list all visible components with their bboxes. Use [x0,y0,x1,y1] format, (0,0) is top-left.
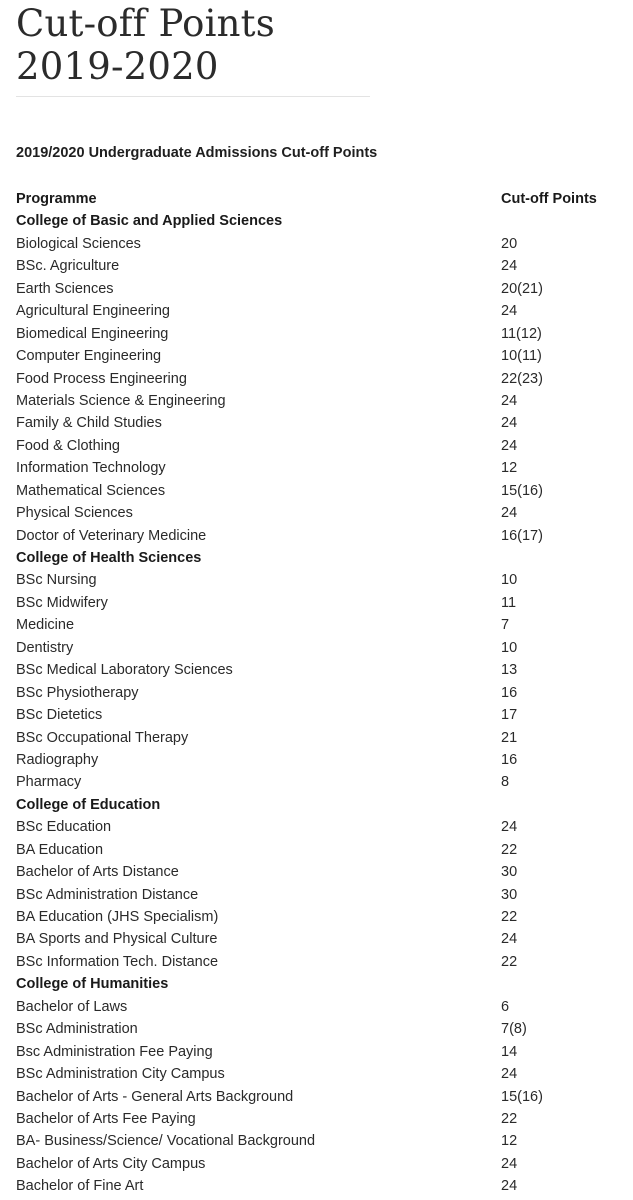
programme-name: Food Process Engineering [16,370,187,387]
table-row [16,884,626,906]
table-row [16,1153,626,1175]
cutoff-points-value: 24 [501,505,518,522]
programme-name: BSc Medical Laboratory Sciences [16,662,233,679]
table-row [16,569,626,591]
cutoff-points-value: 22 [501,841,518,858]
cutoff-points-value: 30 [501,886,518,903]
college-heading-row [16,547,626,569]
table-row [16,614,626,636]
table-row [16,1041,626,1063]
programme-name: BA Sports and Physical Culture [16,931,218,948]
table-row [16,1063,626,1085]
cutoff-points-value: 16 [501,684,518,701]
table-row [16,928,626,950]
table-row [16,457,626,479]
cutoff-points-value: 24 [501,303,518,320]
table-header-row [16,188,626,210]
cutoff-points-value: 12 [501,460,518,477]
programme-name: Medicine [16,617,75,634]
programme-name: Food & Clothing [16,437,120,454]
cutoff-points-value: 24 [501,437,518,454]
cutoff-points-value: 22 [501,953,518,970]
programme-name: Agricultural Engineering [16,303,170,320]
table-row [16,839,626,861]
programme-name: Biomedical Engineering [16,325,169,342]
programme-name: BSc Administration Distance [16,886,199,903]
table-row [16,1108,626,1130]
table-row [16,771,626,793]
table-row [16,502,626,524]
cutoff-points-value: 24 [501,392,518,409]
programme-name: Doctor of Veterinary Medicine [16,527,207,544]
cutoff-points-value: 20 [501,235,518,252]
cutoff-points-value: 10 [501,639,518,656]
programme-name: Biological Sciences [16,235,141,252]
cutoff-points-value: 7(8) [501,1021,527,1038]
cutoff-points-value: 24 [501,415,518,432]
table-row [16,659,626,681]
table-row [16,1018,626,1040]
cutoff-points-value: 10(11) [501,348,542,365]
cutoff-points-value: 11(12) [501,325,542,342]
programme-name: Bachelor of Arts - General Arts Background [16,1088,294,1105]
table-row [16,255,626,277]
cutoff-points-value: 24 [501,1155,518,1172]
table-row [16,749,626,771]
cutoff-points-value: 13 [501,662,518,679]
table-row [16,1130,626,1152]
table-row [16,1175,626,1197]
programme-name: Bachelor of Arts Fee Paying [16,1110,196,1127]
cutoff-points-value: 15(16) [501,482,543,499]
cutoff-points-value: 10 [501,572,518,589]
column-header-cutoff-points: Cut-off Points [501,191,597,207]
programme-name: BSc Physiotherapy [16,684,139,701]
programme-name: Physical Sciences [16,505,133,522]
cutoff-points-value: 24 [501,1178,518,1195]
table-row [16,996,626,1018]
programme-name: Family & Child Studies [16,415,162,432]
college-name: College of Humanities [16,976,169,993]
college-name: College of Basic and Applied Sciences [16,213,283,230]
table-row [16,435,626,457]
table-row [16,390,626,412]
cutoff-points-value: 15(16) [501,1088,543,1105]
table-row [16,323,626,345]
college-heading-row [16,794,626,816]
cutoff-points-value: 16 [501,751,518,768]
table-heading: 2019/2020 Undergraduate Admissions Cut-off Points [16,145,378,161]
programme-name: Earth Sciences [16,280,114,297]
programme-name: BA Education [16,841,104,858]
cutoff-points-value: 14 [501,1043,518,1060]
cutoff-points-value: 12 [501,1133,518,1150]
page-title [16,2,275,88]
programme-name: BSc. Agriculture [16,258,120,275]
programme-name: BSc Administration [16,1021,138,1038]
programme-name: Dentistry [16,639,74,656]
table-row [16,951,626,973]
cutoff-points-value: 11 [501,594,517,611]
table-row [16,1086,626,1108]
programme-name: BSc Dietetics [16,707,103,724]
table-row [16,525,626,547]
table-row [16,412,626,434]
table-row [16,300,626,322]
college-heading-row [16,973,626,995]
table-row [16,233,626,255]
programme-name: BSc Administration City Campus [16,1066,225,1083]
table-row [16,345,626,367]
cutoff-points-value: 24 [501,819,518,836]
programme-name: BSc Nursing [16,572,97,589]
programme-name: BSc Education [16,819,112,836]
programme-name: Mathematical Sciences [16,482,166,499]
college-heading-row [16,210,626,232]
table-row [16,278,626,300]
table-row [16,682,626,704]
college-name: College of Health Sciences [16,550,202,566]
table-row [16,637,626,659]
programme-name: BSc Information Tech. Distance [16,953,219,970]
table-row [16,704,626,726]
programme-name: BA- Business/Science/ Vocational Background [16,1133,316,1150]
table-row [16,816,626,838]
table-row [16,480,626,502]
table-row [16,861,626,883]
programme-name: BA Education (JHS Specialism) [16,909,219,925]
cutoff-points-value: 30 [501,864,518,881]
page-title-line-1: Cut-off Points [16,2,275,45]
programme-name: Bachelor of Arts City Campus [16,1155,206,1172]
programme-name: Pharmacy [16,774,82,791]
page-title-line-2: 2019-2020 [16,45,219,88]
programme-name: Bachelor of Laws [16,998,128,1015]
cutoff-points-value: 6 [501,998,510,1015]
table-body [16,210,626,1197]
table-row [16,727,626,749]
table-row [16,906,626,928]
cutoff-table [16,188,626,1198]
programme-name: Bachelor of Arts Distance [16,864,179,881]
programme-name: Radiography [16,751,99,768]
cutoff-points-value: 8 [501,774,510,791]
cutoff-points-value: 24 [501,931,518,948]
cutoff-points-value: 17 [501,707,518,724]
cutoff-points-value: 21 [501,729,518,746]
programme-name: BSc Occupational Therapy [16,729,189,746]
cutoff-points-value: 22(23) [501,370,543,387]
programme-name: Materials Science & Engineering [16,392,226,409]
cutoff-points-value: 24 [501,258,518,275]
cutoff-points-value: 16(17) [501,527,543,544]
college-name: College of Education [16,796,161,813]
cutoff-points-value: 24 [501,1066,518,1083]
programme-name: Bachelor of Fine Art [16,1178,144,1195]
cutoff-points-value: 20(21) [501,280,543,297]
cutoff-points-value: 22 [501,1110,518,1127]
programme-name: Information Technology [16,460,166,477]
table-row [16,368,626,390]
cutoff-points-value: 22 [501,909,518,925]
programme-name: Computer Engineering [16,348,162,365]
cutoff-points-value: 7 [501,617,510,634]
programme-name: BSc Midwifery [16,594,108,611]
table-row [16,592,626,614]
title-divider [16,96,370,97]
column-header-programme: Programme [16,191,97,207]
programme-name: Bsc Administration Fee Paying [16,1043,213,1060]
